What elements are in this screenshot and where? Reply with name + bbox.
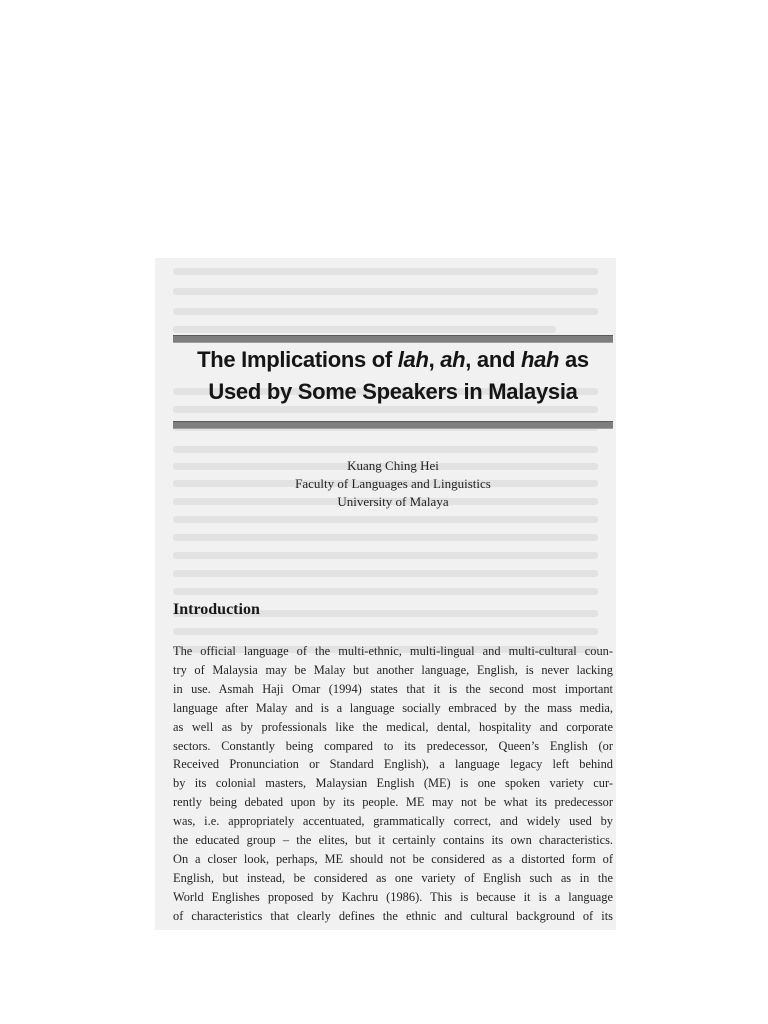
show-through-line — [173, 628, 598, 635]
body-line: On a closer look, perhaps, ME should not be considered as a distorted form of — [173, 851, 613, 866]
body-line: Received Pronunciation or Standard English), a language legacy left behind — [173, 757, 613, 772]
title-line-2: Used by Some Speakers in Malaysia — [208, 379, 578, 404]
show-through-line — [173, 588, 598, 595]
body-paragraph — [173, 642, 613, 926]
body-line: World Englishes proposed by Kachru (1986). This is because it is a language — [173, 889, 613, 904]
show-through-line — [173, 446, 598, 453]
body-line: of characteristics that clearly defines the ethnic and cultural background of its — [173, 908, 613, 923]
show-through-line — [173, 516, 598, 523]
author-block — [173, 457, 613, 511]
show-through-line — [173, 534, 598, 541]
body-line: language after Malay and is a language socially embraced by the mass media, — [173, 700, 613, 715]
author-name: Kuang Ching Hei — [347, 458, 439, 473]
show-through-line — [173, 268, 598, 275]
paper-title — [173, 344, 613, 408]
title-bottom-rule — [173, 421, 613, 429]
author-university: University of Malaya — [337, 494, 449, 509]
title-top-rule — [173, 335, 613, 343]
show-through-line — [173, 308, 598, 315]
body-line: as well as by professionals like the medical, dental, hospitality and corporate — [173, 719, 613, 734]
body-line: the educated group – the elites, but it certainly contains its own characteristics. — [173, 833, 613, 848]
show-through-line — [173, 326, 556, 333]
show-through-line — [173, 570, 598, 577]
body-line: try of Malaysia may be Malay but another language, English, is never lacking — [173, 662, 613, 677]
show-through-line — [173, 552, 598, 559]
author-faculty: Faculty of Languages and Linguistics — [295, 476, 491, 491]
body-line: in use. Asmah Haji Omar (1994) states that it is the second most important — [173, 681, 613, 696]
body-line: by its colonial masters, Malaysian English (ME) is one spoken variety cur- — [173, 776, 613, 791]
body-line: rently being debated upon by its people. ME may not be what its predecessor — [173, 795, 613, 810]
section-heading: Introduction — [173, 601, 260, 618]
title-line-1: The Implications of lah, ah, and hah as — [197, 347, 589, 372]
body-line: was, i.e. appropriately accentuated, grammatically correct, and widely used by — [173, 814, 613, 829]
show-through-line — [173, 288, 598, 295]
body-line: The official language of the multi-ethnic, multi-lingual and multi-cultural coun- — [173, 644, 613, 658]
body-line: sectors. Constantly being compared to its predecessor, Queen’s English (or — [173, 738, 613, 753]
body-line: English, but instead, be considered as one variety of English such as in the — [173, 870, 613, 885]
